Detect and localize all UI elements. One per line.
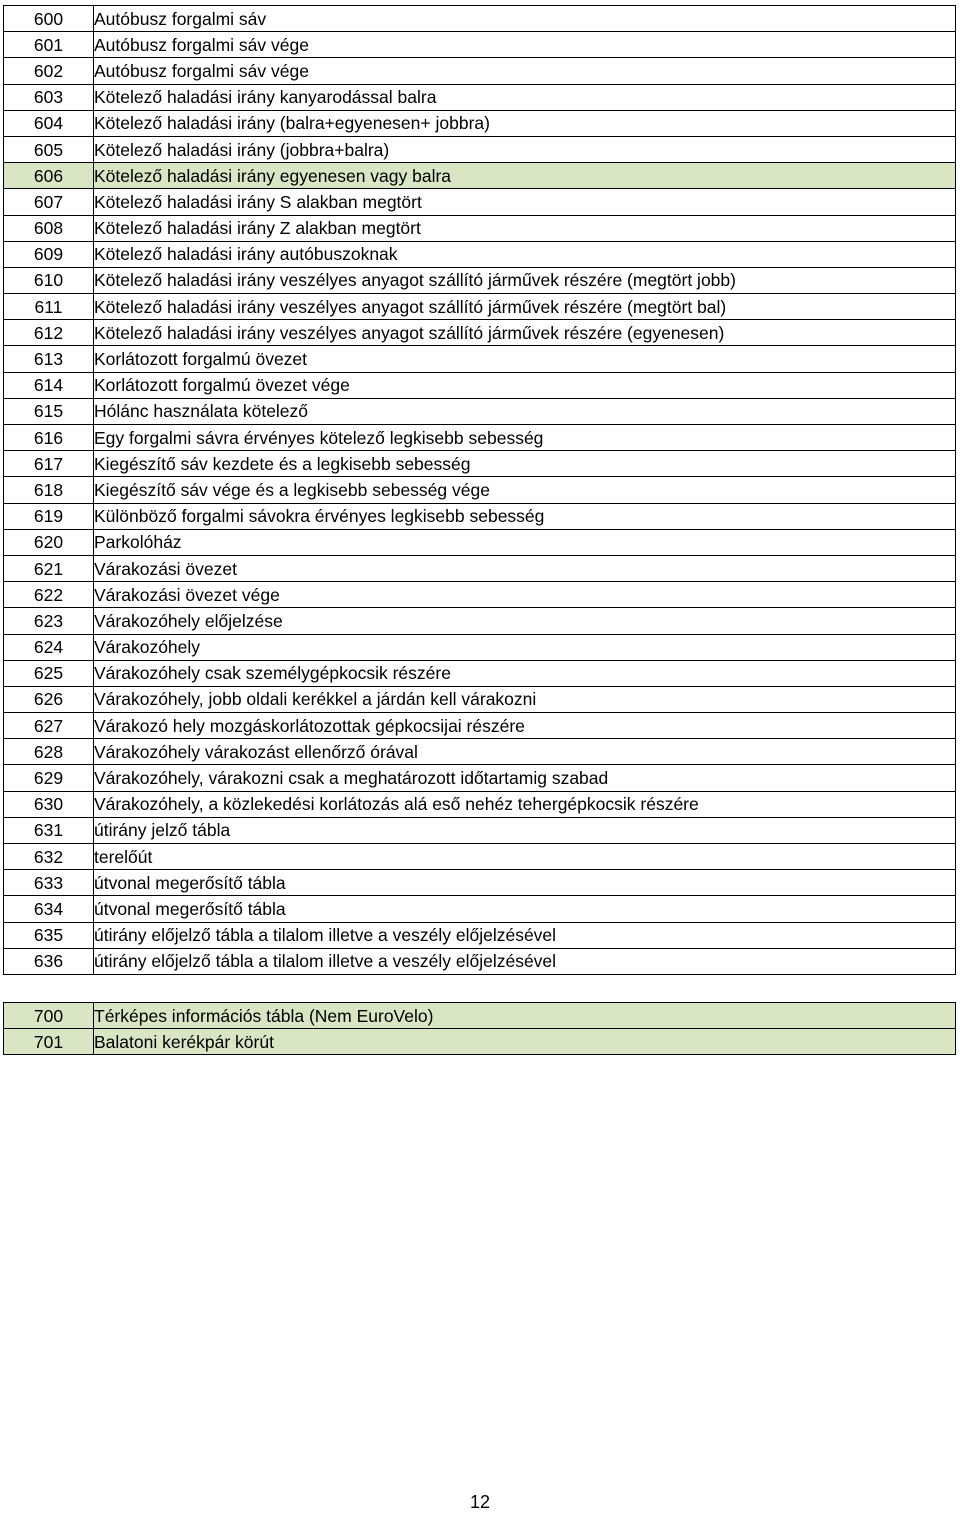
sign-code-cell: 628: [4, 739, 94, 765]
sign-description-cell: útvonal megerősítő tábla: [94, 896, 956, 922]
sign-description-cell: Korlátozott forgalmú övezet: [94, 346, 956, 372]
sign-description-cell: Balatoni kerékpár körút: [94, 1029, 956, 1055]
sign-description-cell: Kötelező haladási irány autóbuszoknak: [94, 241, 956, 267]
table-row: [4, 608, 956, 634]
sign-description-cell: Várakozóhely, várakozni csak a meghatározott időtartamig szabad: [94, 765, 956, 791]
table-row: [4, 110, 956, 136]
sign-code-cell: 605: [4, 136, 94, 162]
sign-description-cell: Egy forgalmi sávra érvényes kötelező legkisebb sebesség: [94, 425, 956, 451]
sign-description-cell: Autóbusz forgalmi sáv: [94, 6, 956, 32]
sign-description-cell: Különböző forgalmi sávokra érvényes legkisebb sebesség: [94, 503, 956, 529]
table-row: [4, 477, 956, 503]
table-row: [4, 817, 956, 843]
sign-code-cell: 621: [4, 555, 94, 581]
sign-code-cell: 601: [4, 32, 94, 58]
table-row: [4, 1029, 956, 1055]
sign-code-cell: 701: [4, 1029, 94, 1055]
sign-description-cell: Kiegészítő sáv vége és a legkisebb sebesség vége: [94, 477, 956, 503]
sign-code-cell: 626: [4, 686, 94, 712]
sign-code-cell: 616: [4, 425, 94, 451]
table-row: [4, 896, 956, 922]
sign-code-cell: 636: [4, 948, 94, 974]
sign-description-cell: Várakozóhely várakozást ellenőrző órával: [94, 739, 956, 765]
table-row: [4, 451, 956, 477]
sign-description-cell: Kötelező haladási irány (jobbra+balra): [94, 136, 956, 162]
sign-description-cell: Várakozóhely csak személygépkocsik részére: [94, 660, 956, 686]
sign-description-cell: Kötelező haladási irány kanyarodással balra: [94, 84, 956, 110]
sign-description-cell: Kiegészítő sáv kezdete és a legkisebb sebesség: [94, 451, 956, 477]
sign-code-cell: 630: [4, 791, 94, 817]
sign-description-cell: Kötelező haladási irány S alakban megtört: [94, 189, 956, 215]
sign-code-cell: 629: [4, 765, 94, 791]
sign-code-cell: 632: [4, 844, 94, 870]
sign-description-cell: Kötelező haladási irány veszélyes anyagot szállító járművek részére (megtört bal): [94, 294, 956, 320]
sign-description-cell: Várakozási övezet vége: [94, 582, 956, 608]
sign-description-cell: Kötelező haladási irány egyenesen vagy balra: [94, 163, 956, 189]
table-row: [4, 922, 956, 948]
table-row: [4, 948, 956, 974]
page-number: 12: [469, 1492, 491, 1512]
table-row: [4, 58, 956, 84]
sign-description-cell: Autóbusz forgalmi sáv vége: [94, 32, 956, 58]
table-row: [4, 529, 956, 555]
table-row: [4, 84, 956, 110]
sign-code-cell: 615: [4, 398, 94, 424]
table-row: [4, 294, 956, 320]
table-row: [4, 398, 956, 424]
table-row: [4, 346, 956, 372]
table-row: [4, 136, 956, 162]
sign-code-cell: 627: [4, 713, 94, 739]
table-row: [4, 6, 956, 32]
sign-description-cell: Várakozási övezet: [94, 555, 956, 581]
sign-code-cell: 624: [4, 634, 94, 660]
table-row: [4, 372, 956, 398]
sign-description-cell: Parkolóház: [94, 529, 956, 555]
sign-description-cell: Kötelező haladási irány veszélyes anyagot szállító járművek részére (megtört jobb): [94, 267, 956, 293]
table-row: [4, 791, 956, 817]
table-row: [4, 163, 956, 189]
sign-code-cell: 610: [4, 267, 94, 293]
sign-code-cell: 620: [4, 529, 94, 555]
sign-description-cell: útirány előjelző tábla a tilalom illetve a veszély előjelzésével: [94, 922, 956, 948]
sign-code-table-body: [4, 6, 956, 975]
table-row: [4, 267, 956, 293]
sign-description-cell: terelőút: [94, 844, 956, 870]
table-row: [4, 1003, 956, 1029]
sign-code-cell: 607: [4, 189, 94, 215]
sign-code-cell: 609: [4, 241, 94, 267]
table-row: [4, 189, 956, 215]
sign-description-cell: Kötelező haladási irány (balra+egyenesen+ jobbra): [94, 110, 956, 136]
table-row: [4, 320, 956, 346]
table-row: [4, 503, 956, 529]
sign-code-cell: 634: [4, 896, 94, 922]
sign-code-cell: 625: [4, 660, 94, 686]
sign-code-cell: 622: [4, 582, 94, 608]
sign-description-cell: Korlátozott forgalmú övezet vége: [94, 372, 956, 398]
table-row: [4, 241, 956, 267]
table-row: [4, 660, 956, 686]
sign-code-cell: 618: [4, 477, 94, 503]
sign-code-table-main: [3, 5, 956, 975]
sign-description-cell: útirány jelző tábla: [94, 817, 956, 843]
sign-description-cell: Várakozóhely: [94, 634, 956, 660]
sign-description-cell: útvonal megerősítő tábla: [94, 870, 956, 896]
table-row: [4, 32, 956, 58]
table-row: [4, 686, 956, 712]
table-row: [4, 870, 956, 896]
sign-code-table-body: [4, 1003, 956, 1055]
sign-code-cell: 606: [4, 163, 94, 189]
sign-code-cell: 631: [4, 817, 94, 843]
sign-code-cell: 600: [4, 6, 94, 32]
table-row: [4, 582, 956, 608]
table-row: [4, 844, 956, 870]
sign-code-cell: 617: [4, 451, 94, 477]
sign-code-cell: 602: [4, 58, 94, 84]
sign-description-cell: Kötelező haladási irány Z alakban megtört: [94, 215, 956, 241]
table-row: [4, 555, 956, 581]
table-row: [4, 425, 956, 451]
sign-code-cell: 604: [4, 110, 94, 136]
sign-description-cell: Hólánc használata kötelező: [94, 398, 956, 424]
sign-description-cell: Várakozóhely, jobb oldali kerékkel a járdán kell várakozni: [94, 686, 956, 712]
sign-code-cell: 613: [4, 346, 94, 372]
sign-description-cell: Várakozóhely, a közlekedési korlátozás alá eső nehéz tehergépkocsik részére: [94, 791, 956, 817]
table-row: [4, 739, 956, 765]
table-row: [4, 713, 956, 739]
sign-code-cell: 614: [4, 372, 94, 398]
sign-description-cell: Várakozóhely előjelzése: [94, 608, 956, 634]
sign-code-cell: 608: [4, 215, 94, 241]
table-row: [4, 215, 956, 241]
sign-description-cell: Térképes információs tábla (Nem EuroVelo): [94, 1003, 956, 1029]
sign-description-cell: útirány előjelző tábla a tilalom illetve a veszély előjelzésével: [94, 948, 956, 974]
sign-code-cell: 635: [4, 922, 94, 948]
table-row: [4, 634, 956, 660]
sign-code-cell: 603: [4, 84, 94, 110]
sign-code-cell: 623: [4, 608, 94, 634]
sign-description-cell: Várakozó hely mozgáskorlátozottak gépkocsijai részére: [94, 713, 956, 739]
sign-code-cell: 633: [4, 870, 94, 896]
table-row: [4, 765, 956, 791]
sign-code-cell: 619: [4, 503, 94, 529]
sign-code-table-extra: [3, 1002, 956, 1055]
sign-description-cell: Kötelező haladási irány veszélyes anyagot szállító járművek részére (egyenesen): [94, 320, 956, 346]
sign-code-cell: 612: [4, 320, 94, 346]
sign-code-cell: 611: [4, 294, 94, 320]
sign-description-cell: Autóbusz forgalmi sáv vége: [94, 58, 956, 84]
sign-code-cell: 700: [4, 1003, 94, 1029]
